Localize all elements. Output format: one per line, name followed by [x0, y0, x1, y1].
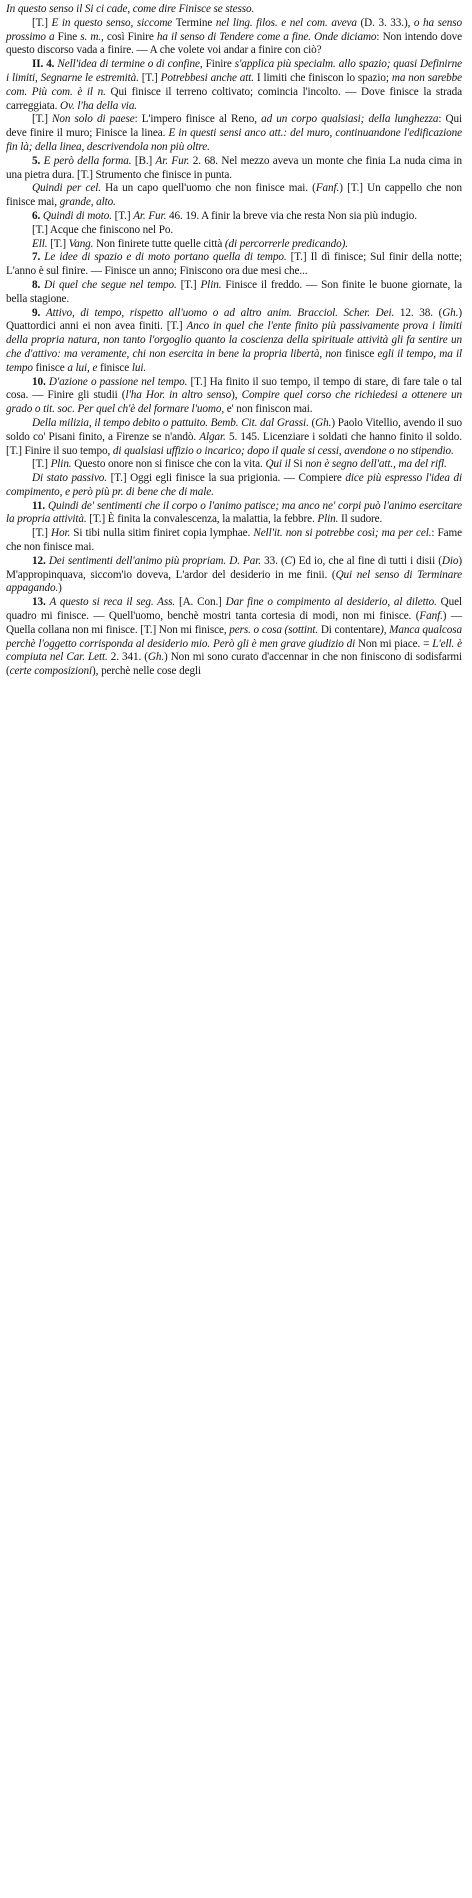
italic-text: In questo senso il Si ci cade, come dire Finisce se stesso. [6, 3, 255, 15]
italic-text: E in questo senso, siccome [51, 16, 176, 29]
italic-text: C [284, 554, 292, 567]
italic-text: Dio [441, 554, 459, 567]
text-run: ) [58, 582, 62, 595]
italic-text: Di stato passivo. [32, 472, 108, 485]
italic-text: Gh. [442, 306, 459, 319]
text-run: : Non intendo dove questo discorso vada a finire. — A che volete voi andar a finire con ciò? [6, 30, 463, 57]
text-run: [T.] [32, 16, 52, 29]
text-run: ( [308, 416, 316, 429]
text-run: I limiti che finiscon lo spazio; [253, 71, 392, 84]
text-run: Si tibi nulla sitim finiret copia lymphae. [70, 527, 254, 540]
text-run: ), [231, 389, 242, 402]
italic-text: Ar. Fur. [133, 209, 167, 222]
text-run: Qui finisce il terreno coltivato; comincia l'incolto. — Dove finisce la strada carreggiata. [6, 85, 462, 112]
text-run: finisce [32, 361, 68, 374]
text-run: 2. 341. ( [107, 651, 148, 664]
entry-paragraph [6, 155, 462, 183]
italic-text: non è segno dell'att., ma del rifl. [305, 458, 447, 471]
section-number: 5. [32, 154, 44, 167]
italic-text: Vang. [68, 237, 94, 250]
text-run: : Fame che non finisce mai. [6, 527, 462, 554]
text-run: Di contentare [318, 623, 381, 636]
text-run: ) M'appropinquava, siccom'io doveva, L'ardor del desiderio in me finii. ( [6, 554, 462, 581]
text-run: [B.] [131, 154, 156, 167]
text-run: [T.] È finita la convalescenza, la malattia, la febbre. [86, 513, 318, 526]
section-number: 7. [32, 251, 45, 264]
text-run: : L'impero finisce al Reno, [134, 113, 262, 126]
section-number: 10. [32, 375, 49, 388]
entry-paragraph [6, 251, 462, 279]
italic-text: s'applica più specialm. allo spazio; quasi Definirne i limiti, Segnarne le estremità. [6, 58, 463, 84]
italic-text: Ov. l'ha della via. [59, 99, 138, 112]
italic-text: Dar fine o compimento al desiderio, al diletto. [225, 596, 437, 609]
text-run: [A. Con.] [175, 596, 226, 609]
text-run: [T.] [138, 71, 161, 84]
entry-paragraph [6, 17, 462, 58]
italic-text: Plin. [200, 278, 222, 291]
text-run: , Finire [199, 58, 235, 71]
entry-paragraph [6, 417, 462, 458]
entry-paragraph [6, 376, 462, 417]
italic-text: Quindi di moto. [42, 209, 112, 222]
italic-text: nel ling. filos. e nel com. aveva [215, 16, 361, 29]
text-run: Fine [57, 30, 81, 43]
italic-text: A questo si reca il seg. Ass. [49, 596, 176, 609]
italic-text: Fanf. [419, 610, 443, 623]
text-run: 5. 145. Licenziare i soldati che hanno finito il soldo. [T.] Finire il suo tempo, [6, 430, 462, 457]
italic-text: egli il tempo, ma il tempo [6, 347, 462, 374]
section-number: 13. [32, 596, 50, 609]
italic-text: L'ell. è compiuta nel Car. Lett. [6, 637, 462, 664]
italic-text: dice più espresso l'idea di compimento, e però più pr. di bene che di male. [6, 472, 463, 498]
italic-text: Non solo di paese [52, 113, 135, 126]
italic-text: lui. [131, 361, 147, 374]
italic-text: Quindi per cel. [32, 182, 101, 195]
entry-paragraph [6, 113, 462, 154]
italic-text: ha il senso di Tendere come a fine. Onde diciamo [156, 30, 377, 43]
text-run: 12. 38. ( [394, 306, 443, 319]
text-run: e' non finiscon mai. [224, 403, 313, 416]
section-number: II. 4. [32, 58, 58, 71]
entry-paragraph [6, 224, 462, 238]
italic-text: Dei sentimenti dell'animo più propriam. D. Par. [48, 554, 261, 567]
text-run: Quel quadro mi finisce. — Quell'uomo, benchè mostri tanta cortesia di modi, non mi finisce. ( [6, 596, 462, 623]
entry-paragraph [6, 3, 462, 17]
text-run: 33. ( [260, 554, 285, 567]
italic-text: grande, alto. [59, 196, 116, 209]
italic-text: E però della forma. [43, 154, 132, 167]
text-run: [T.] [32, 527, 51, 540]
text-run: [T.] [111, 209, 134, 222]
text-run: ) Quattordici anni ei non avea finiti. [T.] [6, 306, 463, 333]
italic-text: Nell'it. non si potrebbe così; ma per cel. [253, 527, 432, 540]
italic-text: Plin. [50, 458, 72, 471]
text-run: ), perchè nelle cose degli [92, 665, 201, 678]
entry-paragraph [6, 472, 462, 500]
italic-text: Compire quel corso che richiedesi a ottenere un grado o tit. soc. Per quel ch'è del formare l'uomo, [6, 389, 462, 416]
italic-text: s. m. [80, 30, 101, 43]
italic-text: Le idee di spazio e di moto portano quella di tempo. [44, 251, 287, 264]
text-run: (D. 3. 33.), [360, 16, 414, 29]
italic-text: certe composizioni [9, 665, 93, 678]
text-run: finisce [341, 347, 378, 360]
entry-paragraph [6, 458, 462, 472]
text-run: Ha un capo quell'uomo che non finisce mai. ( [100, 182, 316, 195]
entry-paragraph [6, 182, 462, 210]
italic-text: Attivo, di tempo, rispetto all'uomo o ad altro anim. Bracciol. Scher. Dei. [45, 306, 395, 319]
italic-text: l'ha Hor. in altro senso [125, 389, 232, 402]
italic-text: E in questi sensi anco att.: del muro, continuandone l'edificazione fin là; della linea, descrivendola non più oltre. [6, 127, 462, 153]
text-run: ) Non mi sono curato d'accennar in che non finiscono di sodisfarmi ( [6, 651, 463, 678]
italic-text: Della milizia, il tempo debito o pattuito. Bemb. Cit. dal Grassi. [32, 416, 309, 429]
italic-text: Gh. [315, 416, 332, 429]
italic-text: D'azione o passione nel tempo. [48, 375, 188, 388]
text-run: [T.] Acque che finiscono nel Po. [32, 223, 174, 236]
text-run: Termine [175, 16, 216, 29]
italic-text: Algar. [199, 430, 226, 443]
italic-text: Gh. [147, 651, 165, 664]
text-run: 46. 19. A finir la breve via che resta Non sia più indugio. [166, 209, 417, 222]
text-run: Non mi piace. = [355, 637, 433, 650]
italic-text: Ar. Fur. [155, 154, 190, 167]
italic-text: di qualsiasi uffizio o incarico; dopo il quale si cessi, avendone o no stipendio. [112, 444, 454, 457]
italic-text: ), Manca qualcosa perchè l'oggetto corrisponda al desiderio mio. Però gli è men grave giudizio di [6, 623, 462, 650]
text-run: [T.] Il dì finisce; Sul finir della notte; L'anno è sul finire. — Finisce un anno; Finiscono ora due mesi che... [6, 251, 462, 278]
section-number: 9. [32, 306, 46, 319]
text-run: Finisce il freddo. — Son finite le buone giornate, la bella stagione. [6, 278, 462, 305]
text-run: ) Ed io, che al fine di tutti i disii ( [291, 554, 442, 567]
section-number: 11. [32, 499, 48, 512]
text-run: [T.] [47, 237, 69, 250]
italic-text: Potrebbesi anche att. [160, 71, 254, 84]
italic-text: (di percorrerle predicando). [224, 237, 348, 250]
entry-paragraph [6, 210, 462, 224]
text-run: [T.] [176, 278, 201, 291]
section-number: 6. [32, 209, 43, 222]
section-number: 12. [32, 554, 49, 567]
text-run: Questo onore non si finisce che con la vita. [71, 458, 266, 471]
italic-text: Qui nel senso di Terminare appagando. [6, 568, 462, 595]
italic-text: a lui, e [67, 361, 98, 374]
text-run: , così Finire [101, 30, 157, 43]
entry-paragraph [6, 555, 462, 596]
text-run: ) [T.] Un cappello che non finisce mai, [6, 182, 463, 209]
entry-paragraph [6, 58, 462, 113]
italic-text: o ha senso prossimo a [6, 16, 462, 43]
text-run: Non finirete tutte quelle città [93, 237, 225, 250]
text-run: ) Paolo Vitellio, avendo il suo soldo co' Pisani finito, a Firenze se n'andò. [6, 416, 462, 443]
text-run: 2. 68. Nel mezzo aveva un monte che finia La nuda cima in una pietra dura. [T.] Strumento che finisce in punta. [6, 154, 462, 181]
italic-text: ma non sarebbe com. Più com. è il n. [6, 71, 462, 98]
italic-text: Fanf. [315, 182, 340, 195]
italic-text: Qui il [265, 458, 291, 471]
text-run: [T.] [32, 113, 53, 126]
text-run: [T.] Oggi egli finisce la sua prigionia. — Compiere [107, 472, 346, 485]
text-run: ) — Quella collana non mi finisce. [T.] Non mi finisce, [6, 610, 462, 636]
entry-paragraph [6, 527, 462, 555]
text-run: Il sudore. [338, 513, 383, 526]
entry-paragraph [6, 596, 462, 679]
text-run: finisce [97, 361, 132, 374]
entry-paragraph [6, 500, 462, 528]
italic-text: Plin. [317, 513, 339, 526]
italic-text: Anco in quel che l'ente finito più passivamente prova i limiti della propria natura, non tanto l'orgoglio quanto la coscienza della spirituale attività gli fa sentire un che d'attivo: ma veramente, chi non esercita in bene la propria libertà, non [6, 320, 462, 360]
italic-text: Quindi de' sentimenti che il corpo o l'animo patisce; ma anco ne' corpi può l'animo esercitare la propria attività. [6, 499, 462, 526]
text-run: [T.] [32, 458, 51, 471]
entry-paragraph [6, 279, 462, 307]
text-run: : Qui deve finire il muro; Finisce la linea. [6, 113, 462, 140]
italic-text: Di quel che segue nel tempo. [44, 278, 177, 291]
entry-paragraph [6, 238, 462, 252]
text-run: Si [290, 458, 306, 471]
text-run: [T.] Ha finito il suo tempo, il tempo di stare, di fare tale o tal cosa. — Finire gli studii ( [6, 375, 462, 402]
italic-text: Nell'idea di termine o di confine [57, 58, 200, 71]
italic-text: pers. o cosa (sottint. [229, 623, 319, 636]
italic-text: Hor. [50, 527, 71, 540]
section-number: 8. [32, 278, 45, 291]
italic-text: ad un corpo qualsiasi; della lunghezza [261, 113, 439, 126]
entry-paragraph [6, 307, 462, 376]
italic-text: Ell. [32, 237, 48, 250]
